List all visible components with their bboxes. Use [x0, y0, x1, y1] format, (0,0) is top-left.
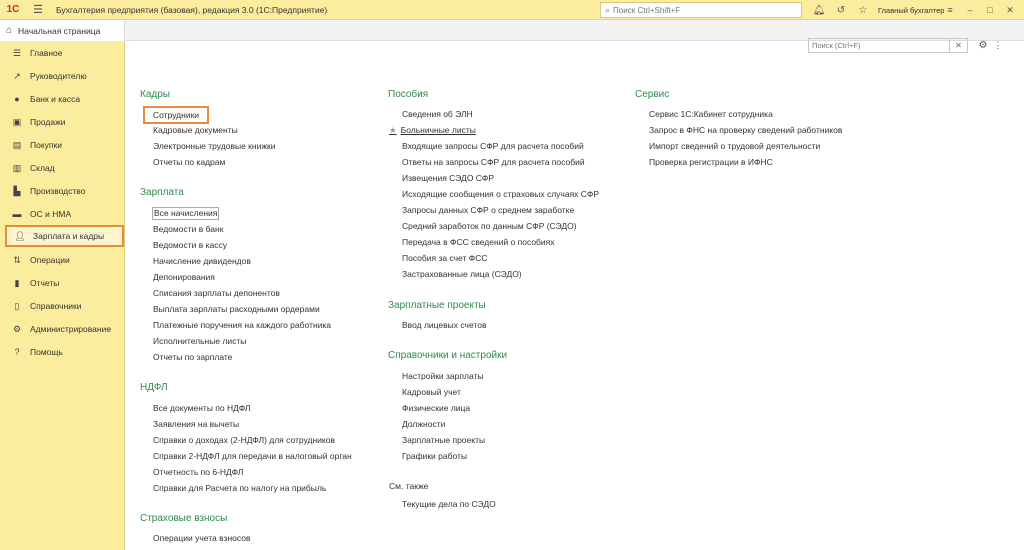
link-hr-accounting[interactable]: Кадровый учет	[402, 387, 461, 397]
sidebar-item-label: Продажи	[30, 117, 66, 127]
link-sfr-outgoing[interactable]: Исходящие сообщения о страховых случаях СФР	[402, 189, 600, 199]
section-title-posobiya: Пособия	[388, 89, 429, 100]
section-title-ndfl: НДФЛ	[140, 382, 168, 393]
app-logo: 1С	[6, 4, 20, 15]
sidebar-item-manager[interactable]	[4, 65, 125, 87]
sidebar-item-label: Отчеты	[30, 278, 60, 288]
sidebar-item-label: Склад	[30, 163, 55, 173]
sidebar-item-label: Помощь	[30, 347, 63, 357]
link-sick-leaves[interactable]	[389, 124, 476, 137]
sidebar-item-main[interactable]	[4, 42, 125, 64]
link-sick-leaves-label: Больничные листы	[400, 125, 476, 135]
link-hr-documents[interactable]: Кадровые документы	[153, 125, 238, 135]
link-sfr-avg-earnings[interactable]: Средний заработок по данным СФР (СЭДО)	[402, 221, 577, 231]
favorite-star-icon[interactable]: ★	[389, 125, 397, 135]
sidebar-item-label: ОС и НМА	[30, 209, 72, 219]
link-writs[interactable]: Исполнительные листы	[153, 336, 247, 346]
sidebar-item-production[interactable]	[4, 180, 125, 202]
current-user[interactable]: Главный бухгалтер	[878, 5, 945, 15]
link-deposit-writeoffs[interactable]: Списания зарплаты депонентов	[153, 288, 280, 298]
sidebar-item-sales[interactable]	[4, 111, 125, 133]
sidebar-item-label: Главное	[30, 48, 63, 58]
hamburger-menu-icon[interactable]: ☰	[33, 4, 43, 16]
panel-search[interactable]	[808, 38, 968, 53]
section-title-kadry: Кадры	[140, 89, 170, 100]
sidebar-item-assets[interactable]	[4, 203, 125, 225]
link-insured-persons[interactable]: Застрахованные лица (СЭДО)	[402, 269, 522, 279]
sidebar-item-label: Производство	[30, 186, 86, 196]
panel-search-input[interactable]	[809, 41, 949, 50]
link-positions[interactable]: Должности	[402, 419, 446, 429]
tab-home-label: Начальная страница	[18, 25, 101, 36]
link-e-workbooks[interactable]: Электронные трудовые книжки	[153, 141, 276, 151]
link-fss-benefits[interactable]: Пособия за счет ФСС	[402, 253, 488, 263]
settings-gear-icon[interactable]: ⚙	[978, 40, 988, 51]
link-employee-cabinet[interactable]: Сервис 1С:Кабинет сотрудника	[649, 109, 773, 119]
global-search-input[interactable]	[613, 6, 783, 15]
coin-icon: ●	[14, 94, 20, 104]
section-title-zarplata: Зарплата	[140, 187, 184, 198]
link-ifns-registration[interactable]: Проверка регистрации в ИФНС	[649, 157, 773, 167]
link-fss-transfer[interactable]: Передача в ФСС сведений о пособиях	[402, 237, 555, 247]
link-sedo-notices[interactable]: Извещения СЭДО СФР	[402, 173, 495, 183]
more-vertical-icon[interactable]: ⋮	[993, 40, 1003, 50]
sidebar-item-catalogs[interactable]	[4, 295, 125, 317]
home-icon: ⌂	[6, 25, 13, 36]
link-sedo-tasks[interactable]: Текущие дела по СЭДО	[402, 499, 496, 509]
see-also-title: См. также	[389, 481, 429, 491]
sidebar-item-label: Покупки	[30, 140, 62, 150]
link-ndfl-all[interactable]: Все документы по НДФЛ	[153, 403, 251, 413]
gear-icon: ⚙	[12, 323, 22, 334]
sidebar-item-label: Операции	[30, 255, 70, 265]
link-work-schedules[interactable]: Графики работы	[402, 451, 468, 461]
link-salary-reports[interactable]: Отчеты по зарплате	[153, 352, 233, 362]
link-dividends[interactable]: Начисление дивидендов	[153, 256, 251, 266]
link-bank-statements[interactable]: Ведомости в банк	[153, 224, 224, 234]
section-panel	[125, 41, 1024, 550]
bag-icon: ▣	[12, 116, 22, 127]
sidebar-item-reports[interactable]	[4, 272, 125, 294]
global-search[interactable]	[600, 2, 802, 18]
maximize-icon[interactable]: □	[987, 5, 993, 15]
sidebar-item-label: Зарплата и кадры	[33, 231, 105, 241]
sidebar-item-admin[interactable]	[4, 318, 125, 340]
bar-chart-icon: ▮	[14, 277, 20, 288]
truck-icon: ▬	[12, 209, 22, 219]
sidebar-item-bank[interactable]	[4, 88, 125, 110]
sidebar-item-label: Банк и касса	[30, 94, 81, 104]
link-employees[interactable]: Сотрудники	[143, 106, 209, 124]
minimize-icon[interactable]: –	[967, 5, 973, 15]
link-deductions[interactable]: Заявления на вычеты	[153, 419, 240, 429]
menu-lines-icon: ☰	[12, 47, 22, 58]
factory-icon: ▙	[13, 185, 21, 196]
link-individuals[interactable]: Физические лица	[402, 403, 471, 413]
link-cash-statements[interactable]: Ведомости в кассу	[153, 240, 227, 250]
section-title-vznosy: Страховые взносы	[140, 513, 228, 524]
sidebar-item-label: Справочники	[30, 301, 82, 311]
sidebar-item-salary[interactable]	[5, 225, 124, 247]
link-sfr-incoming[interactable]: Входящие запросы СФР для расчета пособий	[402, 141, 584, 151]
section-title-settings: Справочники и настройки	[388, 350, 508, 361]
sidebar-item-label: Администрирование	[30, 324, 112, 334]
operations-icon: ⇅	[13, 254, 21, 265]
person-icon: 👤︎	[14, 230, 26, 241]
close-icon[interactable]: ✕	[1006, 4, 1014, 15]
sidebar-item-warehouse[interactable]	[4, 157, 125, 179]
window-menu-icon[interactable]: ≡	[947, 5, 953, 15]
link-payment-orders[interactable]: Платежные поручения на каждого работника	[153, 320, 332, 330]
link-hr-reports[interactable]: Отчеты по кадрам	[153, 157, 226, 167]
link-import-work-info[interactable]: Импорт сведений о трудовой деятельности	[649, 141, 821, 151]
link-2ndfl-tax[interactable]: Справки 2-НДФЛ для передачи в налоговый орган	[153, 451, 352, 461]
sidebar-item-purchases[interactable]	[4, 134, 125, 156]
link-eln[interactable]: Сведения об ЭЛН	[402, 109, 473, 119]
link-all-accruals[interactable]: Все начисления	[154, 208, 218, 218]
link-cash-orders[interactable]: Выплата зарплаты расходными ордерами	[153, 304, 320, 314]
app-title: Бухгалтерия предприятия (базовая), редакция 3.0 (1С:Предприятие)	[56, 4, 328, 15]
link-sfr-avg-requests[interactable]: Запросы данных СФР о среднем заработке	[402, 205, 575, 215]
link-2ndfl-employees[interactable]: Справки о доходах (2-НДФЛ) для сотрудников	[153, 435, 335, 445]
link-sfr-answers[interactable]: Ответы на запросы СФР для расчета пособий	[402, 157, 585, 167]
link-deposits[interactable]: Депонирования	[153, 272, 215, 282]
section-title-projects: Зарплатные проекты	[388, 300, 486, 311]
sidebar-item-label: Руководителю	[30, 71, 87, 81]
clear-icon[interactable]: ✕	[949, 39, 967, 52]
search-icon: ⌕	[605, 4, 611, 15]
bell-icon[interactable]: 🔔︎	[812, 4, 826, 16]
link-6ndfl[interactable]: Отчетность по 6-НДФЛ	[153, 467, 244, 477]
book-icon: ▯	[14, 300, 20, 311]
link-profit-tax[interactable]: Справки для Расчета по налогу на прибыль	[153, 483, 327, 493]
question-icon: ?	[14, 347, 20, 357]
link-salary-projects[interactable]: Зарплатные проекты	[402, 435, 486, 445]
trend-icon: ↗	[13, 70, 21, 81]
section-title-servis: Сервис	[635, 89, 670, 100]
warehouse-icon: ▥	[12, 162, 22, 173]
sidebar	[0, 41, 125, 550]
history-icon[interactable]: ↺	[836, 4, 846, 16]
basket-icon: ▤	[12, 139, 22, 150]
star-icon[interactable]: ☆	[858, 4, 868, 16]
link-accounts-input[interactable]: Ввод лицевых счетов	[402, 320, 487, 330]
tab-home[interactable]	[0, 20, 125, 41]
sidebar-item-operations[interactable]	[4, 249, 125, 271]
sidebar-item-help[interactable]	[4, 341, 125, 363]
link-contributions[interactable]: Операции учета взносов	[153, 533, 251, 543]
link-salary-settings[interactable]: Настройки зарплаты	[402, 371, 484, 381]
link-fns-check[interactable]: Запрос в ФНС на проверку сведений работников	[649, 125, 843, 135]
title-bar	[0, 0, 1024, 20]
